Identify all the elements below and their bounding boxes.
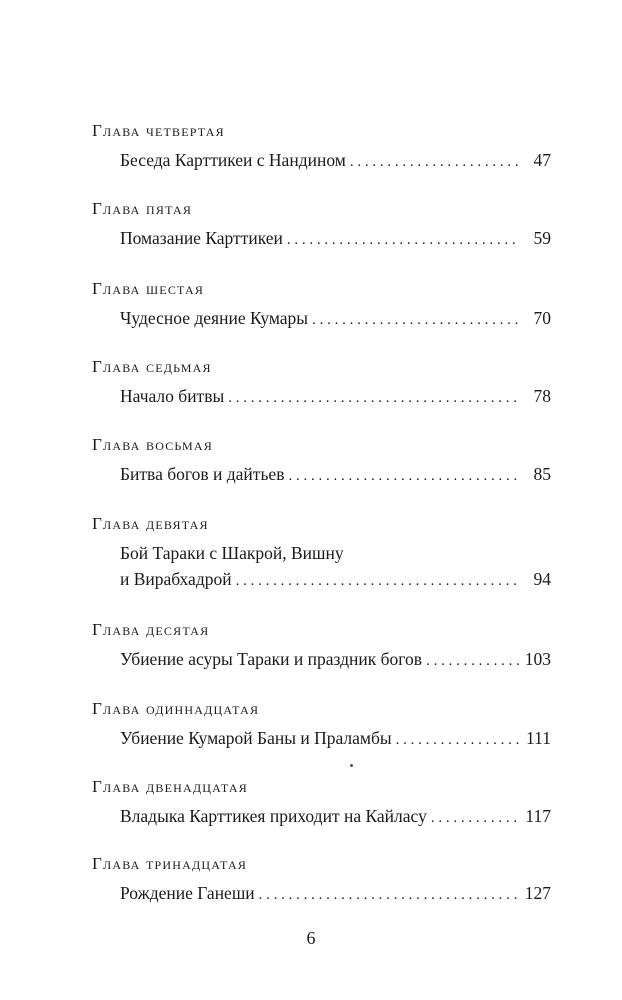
chapter-heading: Глава девятая <box>92 514 209 533</box>
page-number: 117 <box>525 806 551 826</box>
print-speck <box>350 764 353 767</box>
toc-entry-line[interactable] <box>120 541 344 565</box>
entry-title: Битва богов и дайтьев <box>120 464 285 484</box>
dot-leader <box>431 806 519 830</box>
toc-entry-line[interactable] <box>120 647 551 671</box>
chapter-heading: Глава двенадцатая <box>92 777 248 796</box>
entry-title: Бой Тараки с Шакрой, Вишну <box>120 543 344 563</box>
toc-entry-line[interactable] <box>120 384 551 408</box>
chapter-heading: Глава восьмая <box>92 435 213 454</box>
toc-entry-line[interactable] <box>120 226 551 250</box>
page-number: 47 <box>533 150 551 170</box>
entry-title: Чудесное деяние Кумары <box>120 308 309 328</box>
chapter-heading: Глава пятая <box>92 199 193 218</box>
page-number: 85 <box>533 464 551 484</box>
entry-title: Убиение Кумарой Баны и Праламбы <box>120 728 392 748</box>
entry-title: Владыка Карттикея приходит на Кайласу <box>120 806 427 826</box>
page-number: 111 <box>526 728 551 748</box>
page-number: 103 <box>524 649 551 669</box>
toc-entry-line[interactable] <box>120 804 551 828</box>
page-number: 78 <box>533 386 551 406</box>
dot-leader <box>236 569 519 593</box>
chapter-heading: Глава тринадцатая <box>92 854 248 873</box>
dot-leader <box>426 649 519 673</box>
toc-entry-line[interactable] <box>120 462 551 486</box>
toc-entry-line[interactable] <box>120 567 551 591</box>
dot-leader <box>312 308 519 332</box>
toc-entry-line[interactable] <box>120 881 551 905</box>
entry-title: Начало битвы <box>120 386 225 406</box>
dot-leader <box>288 464 519 488</box>
toc-entry-line[interactable] <box>120 306 551 330</box>
chapter-heading: Глава десятая <box>92 620 210 639</box>
entry-title: Беседа Карттикеи с Нандином <box>120 150 346 170</box>
chapter-heading: Глава четвертая <box>92 121 225 140</box>
chapter-heading: Глава одиннадцатая <box>92 699 260 718</box>
page-number: 127 <box>524 883 551 903</box>
entry-title: Рождение Ганеши <box>120 883 255 903</box>
entry-title: Помазание Карттикеи <box>120 228 283 248</box>
toc-entry-line[interactable] <box>120 148 551 172</box>
page-number: 70 <box>533 308 551 328</box>
page-number: 94 <box>533 569 551 589</box>
dot-leader <box>228 386 519 410</box>
dot-leader <box>259 883 519 907</box>
entry-title: Убиение асуры Тараки и праздник богов <box>120 649 423 669</box>
dot-leader <box>396 728 519 752</box>
chapter-heading: Глава седьмая <box>92 357 212 376</box>
dot-leader <box>287 228 519 252</box>
page-number: 59 <box>533 228 551 248</box>
entry-title: и Вирабхадрой <box>120 569 232 589</box>
dot-leader <box>350 150 519 174</box>
toc-entry-line[interactable] <box>120 726 551 750</box>
chapter-heading: Глава шестая <box>92 279 205 298</box>
footer-page-number: 6 <box>306 928 316 948</box>
